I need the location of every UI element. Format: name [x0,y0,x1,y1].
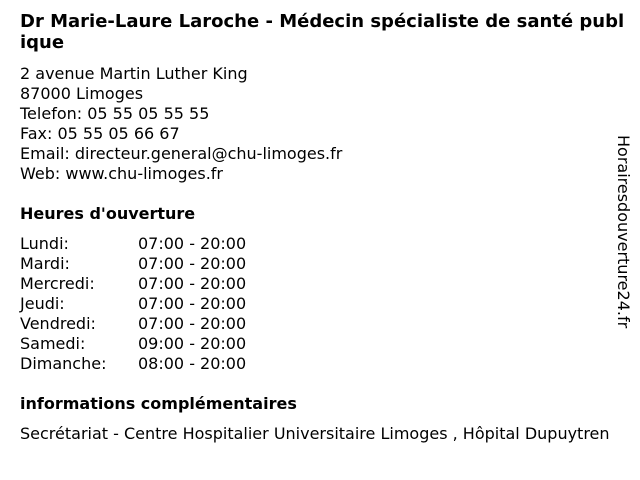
contact-block [20,64,342,184]
time-range: 07:00 - 20:00 [138,254,247,273]
city: 87000 Limoges [20,84,144,103]
day-label: Dimanche: [20,354,107,373]
phone-number[interactable]: Telefon: 05 55 05 55 55 [20,104,210,123]
hours-row-thursday [20,294,246,314]
hours-row-friday [20,314,246,334]
time-range: 08:00 - 20:00 [138,354,247,373]
info-heading: informations complémentaires [20,394,297,413]
street-address: 2 avenue Martin Luther King [20,64,248,83]
time-range: 07:00 - 20:00 [138,234,247,253]
hours-row-wednesday [20,274,246,294]
day-label: Vendredi: [20,314,96,333]
hours-heading: Heures d'ouverture [20,204,196,223]
email-link[interactable]: Email: directeur.general@chu-limoges.fr [20,144,343,163]
time-range: 07:00 - 20:00 [138,274,247,293]
time-range: 07:00 - 20:00 [138,314,247,333]
hours-row-saturday [20,334,246,354]
time-range: 09:00 - 20:00 [138,334,247,353]
hours-row-tuesday [20,254,246,274]
hours-row-sunday [20,354,246,374]
info-text: Secrétariat - Centre Hospitalier Universitaire Limoges , Hôpital Dupuytren [20,424,610,443]
hours-table [20,234,246,374]
fax-number: Fax: 05 55 05 66 67 [20,124,180,143]
day-label: Samedi: [20,334,86,353]
site-watermark: Horairesdouverture24.fr [614,135,633,329]
day-label: Jeudi: [20,294,65,313]
day-label: Mercredi: [20,274,95,293]
day-label: Mardi: [20,254,70,273]
day-label: Lundi: [20,234,69,253]
time-range: 07:00 - 20:00 [138,294,247,313]
page-title: Dr Marie-Laure Laroche - Médecin spécialiste de santé publique [20,11,625,53]
hours-row-monday [20,234,246,254]
website-link[interactable]: Web: www.chu-limoges.fr [20,164,223,183]
